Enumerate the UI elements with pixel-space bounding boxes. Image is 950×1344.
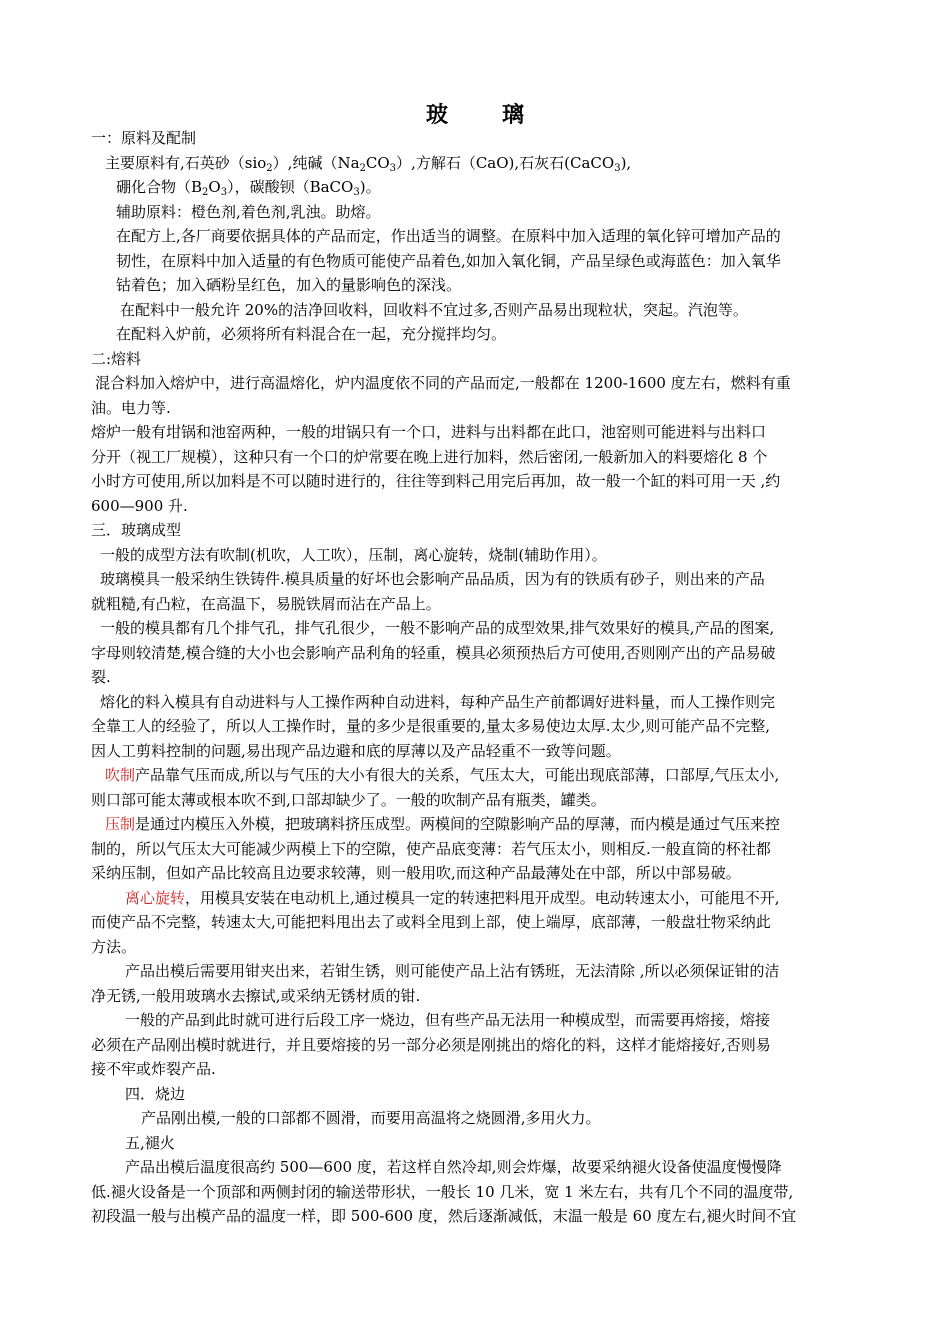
main-materials-line-2: [116, 175, 863, 200]
text-span: ),: [620, 153, 632, 172]
text-span: 硼化合物（B: [116, 178, 203, 196]
subscript: 3: [389, 162, 397, 174]
text-line: 全靠工人的经验了，所以人工操作时，量的多少是很重要的,量太多易使边太厚.太少,则可能产品不完整,: [91, 717, 771, 735]
text-line: 产品出模后需要用钳夹出来，若钳生锈，则可能使产品上沾有锈班，无法清除 ,所以必须保证钳的洁: [125, 962, 780, 980]
subscript: 3: [353, 187, 360, 198]
blowing-term: 吹制: [105, 766, 136, 784]
section-heading-materials: 一：原料及配制: [91, 129, 197, 147]
section-heading-forming: 三．玻璃成型: [91, 521, 182, 539]
text-line: 初段温一般与出模产品的温度一样，即 500-600 度，然后逐渐减低，末温一般是 60 度左右,褪火时间不宜: [91, 1207, 797, 1225]
text-span: )。: [359, 178, 381, 196]
text-line: 韧性，在原料中加入适量的有色物质可能使产品着色,如加入氧化铜，产品呈绿色或海蓝色：加入氧华: [116, 251, 781, 270]
text-line: 采纳压制，但如产品比较高且边要求较薄，则一般用吹,而这种产品最薄处在中部，所以中部易破。: [91, 864, 741, 882]
text-line: 产品出模后温度很高约 500—600 度，若这样自然冷却,则会炸爆，故要采纳褪火设备使温度慢慢降: [125, 1158, 782, 1176]
pressing-term: 压制: [105, 815, 136, 833]
text-span: ），碳酸钡（BaCO: [227, 178, 354, 196]
section-heading-edge-burning: 四．烧边: [125, 1084, 186, 1103]
main-materials-line: [105, 151, 863, 176]
text-span: ）,方解石（CaO),石灰石(CaCO: [396, 153, 615, 172]
text-line: 方法。: [91, 937, 137, 956]
text-span: CO: [365, 153, 390, 172]
tongs-paragraph: [91, 959, 863, 1008]
edge-burning-line: 产品刚出模,一般的口部都不圆滑，而要用高温将之烧圆滑,多用火力。: [141, 1109, 601, 1127]
text-line: 则口部可能太薄或根本吹不到,口部却缺少了。一般的吹制产品有瓶类，罐类。: [91, 790, 606, 809]
text-line: 600—900 升.: [91, 496, 188, 515]
auxiliary-materials-line: 辅助原料：橙色剂,着色剂,乳浊。助熔。: [116, 202, 381, 221]
text-line: 在配方上,各厂商要依据具体的产品而定，作出适当的调整。在原料中加入适理的氧化锌可增加产品的: [116, 227, 781, 245]
text-line: 一般的产品到此时就可进行后段工序一烧边，但有些产品无法用一种模成型，而需要再熔接，熔接: [125, 1011, 771, 1029]
melting-paragraph-2: [91, 420, 863, 518]
mold-vent-paragraph: [91, 616, 863, 690]
subscript: 2: [359, 162, 366, 174]
annealing-paragraph: [91, 1155, 863, 1229]
text-line: 制的，所以气压太大可能减少两模上下的空隙，使产品底变薄：若气压太小，则相反.一般直筒的杯社都: [91, 839, 771, 858]
pressing-paragraph: [91, 812, 863, 886]
centrifugal-paragraph: [91, 886, 863, 960]
subscript: 3: [614, 162, 621, 174]
section-heading-annealing: 五,褪火: [125, 1133, 175, 1152]
text-line: 而使产品不完整，转速太大,可能把料甩出去了或料全甩到上部，使上端厚，底部薄，一般盘壮物采纳此: [91, 913, 771, 931]
text-span: O: [208, 178, 221, 196]
recycled-material-line: 在配料中一般允许 20%的洁净回收料，回收料不宜过多,否则产品易出现粒状，突起。汽泡等。: [120, 300, 748, 319]
text-line: 必须在产品刚出模时就进行，并且要熔接的另一部分必须是刚挑出的熔化的料，这样才能熔接好,否则易: [91, 1035, 771, 1054]
blowing-paragraph: [91, 763, 863, 812]
document-body: [91, 126, 863, 1229]
text-line: 玻璃模具一般采纳生铁铸件.模具质量的好坏也会影响产品品质，因为有的铁质有砂子，则出来的产品: [100, 570, 765, 588]
formula-paragraph: [116, 224, 863, 298]
text-line: [91, 886, 863, 911]
text-span: ）,纯碱（Na: [272, 153, 360, 172]
text-line: 熔炉一般有坩锅和池窑两种，一般的坩锅只有一个口，进料与出料都在此口，池窑则可能进料与出料口: [91, 423, 767, 441]
text-line: [91, 812, 863, 837]
subscript: 2: [202, 187, 209, 198]
text-line: 裂.: [91, 668, 111, 686]
subscript: 2: [266, 162, 273, 174]
text-line: 低.褪火设备是一个顶部和两侧封闭的输送带形状，一般长 10 几米，宽 1 米左右，共有几个不同的温度带,: [91, 1182, 794, 1201]
text-line: 熔化的料入模具有自动进料与人工操作两种自动进料，每种产品生产前都调好进料量，而人工操作则完: [100, 692, 776, 711]
text-span: 产品靠气压而成,所以与气压的大小有很大的关系，气压太大，可能出现底部薄，口部厚,气压太小,: [135, 766, 780, 784]
text-span: 主要原料有,石英砂（sio: [105, 153, 267, 172]
forming-methods-line: 一般的成型方法有吹制(机吹，人工吹），压制，离心旋转，烧制(辅助作用）。: [100, 545, 607, 564]
text-span: 是通过内模压入外模，把玻璃料挤压成型。两模间的空隙影响产品的厚薄，而内模是通过气压来控: [135, 815, 781, 833]
text-line: 钴着色；加入硒粉呈红色，加入的量影响色的深浅。: [116, 276, 462, 294]
text-span: ，用模具安装在电动机上,通过模具一定的转速把料甩开成型。电动转速太小，可能甩不开,: [185, 888, 780, 907]
text-line: [91, 763, 863, 788]
text-line: 小时方可使用,所以加料是不可以随时进行的，往往等到料己用完后再加，故一般一个缸的料可用一天 ,约: [91, 472, 781, 490]
title-char-2: 璃: [502, 102, 525, 128]
text-line: 混合料加入熔炉中，进行高温熔化，炉内温度依不同的产品而定,一般都在 1200-1600 度左右，燃料有重: [95, 374, 791, 392]
text-line: 油。电力等.: [91, 398, 171, 417]
mold-material-paragraph: [91, 567, 863, 616]
melting-paragraph-1: [91, 371, 863, 420]
text-line: 净无锈,一般用玻璃水去擦试,或采纳无锈材质的钳.: [91, 986, 421, 1005]
text-line: 接不牢或炸裂产品.: [91, 1060, 216, 1078]
mixing-line: 在配料入炉前，必须将所有料混合在一起，充分搅拌均匀。: [116, 325, 507, 343]
document-title: [0, 98, 950, 129]
centrifugal-term: 离心旋转: [125, 888, 186, 907]
subscript: 3: [220, 187, 228, 198]
text-line: 因人工剪料控制的问题,易出现产品边避和底的厚薄以及产品轻重不一致等问题。: [91, 741, 621, 760]
text-line: 就粗糙,有凸粒，在高温下，易脱铁屑而沾在产品上。: [91, 594, 441, 613]
title-char-1: 玻: [425, 102, 448, 128]
text-line: 一般的模具都有几个排气孔，排气孔很少，一般不影响产品的成型效果,排气效果好的模具,产品的图案,: [100, 619, 775, 637]
text-line: 分开（视工厂规模），这种只有一个口的炉常要在晚上进行加料，然后密闭,一般新加入的料要熔化 8 个: [91, 447, 768, 466]
section-heading-melting: 二:熔料: [91, 349, 142, 368]
text-line: 字母则较清楚,模合缝的大小也会影响产品利角的轻重，模具必须预热后方可使用,否则刚产出的产品易破: [91, 643, 776, 662]
welding-paragraph: [91, 1008, 863, 1082]
feeding-paragraph: [91, 690, 863, 764]
